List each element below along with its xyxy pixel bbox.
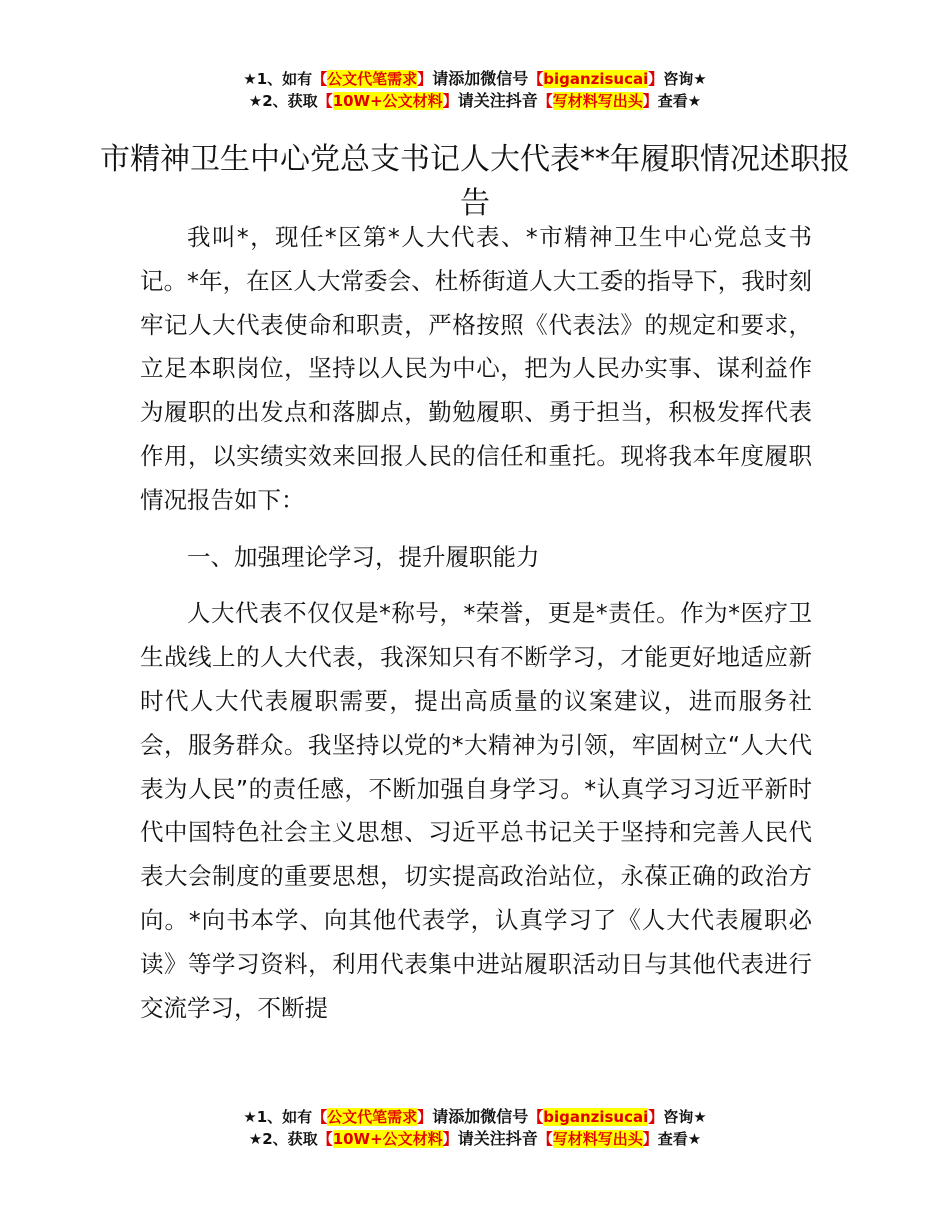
section-heading-1: 一、加强理论学习，提升履职能力: [187, 542, 540, 571]
promo-bracket: 【: [528, 1108, 544, 1126]
promo-header: [0, 68, 950, 112]
document-title: 市精神卫生中心党总支书记人大代表**年履职情况述职报告: [100, 142, 850, 222]
promo-bracket: 【: [537, 1130, 553, 1148]
promo-line-1: [0, 68, 950, 90]
promo-line-2-middle: 请关注抖音: [457, 1129, 538, 1148]
promo-bracket: 【: [537, 92, 553, 110]
promo-bracket: 【: [317, 1130, 333, 1148]
promo-highlight-materials: 10W+公文材料: [332, 92, 443, 110]
promo-line-1-prefix: ★1、如有: [243, 70, 313, 88]
promo-line-1-middle: 请添加微信号: [432, 1107, 529, 1126]
promo-bracket: 】: [648, 70, 664, 88]
document-body: [140, 216, 812, 1043]
promo-highlight-wechat: biganzisucai: [543, 70, 649, 88]
promo-highlight-wechat: biganzisucai: [543, 1108, 649, 1126]
promo-bracket: 】: [642, 1130, 658, 1148]
promo-line-1: [0, 1106, 950, 1128]
paragraph-intro: 我叫*，现任*区第*人大代表、*市精神卫生中心党总支书记。*年，在区人大常委会、杜桥街道人大工委的指导下，我时刻牢记人大代表使命和职责，严格按照《代表法》的规定和要求，立足本职岗位，坚持以人民为中心，把为人民办实事、谋利益作为履职的出发点和落脚点，勤勉履职、勇于担当，积极发挥代表作用，以实绩实效来回报人民的信任和重托。现将我本年度履职情况报告如下：: [140, 223, 812, 514]
promo-line-2-suffix: 查看★: [657, 92, 702, 110]
promo-line-1-middle: 请添加微信号: [432, 69, 529, 88]
promo-bracket: 【: [317, 92, 333, 110]
promo-bracket: 】: [417, 70, 433, 88]
promo-highlight-service: 公文代笔需求: [327, 1108, 418, 1126]
promo-line-1-prefix: ★1、如有: [243, 1108, 313, 1126]
promo-highlight-douyin: 写材料写出头: [552, 92, 643, 110]
promo-highlight-service: 公文代笔需求: [327, 70, 418, 88]
promo-bracket: 【: [312, 1108, 328, 1126]
promo-line-2: [0, 1128, 950, 1150]
promo-bracket: 】: [442, 92, 458, 110]
promo-line-1-suffix: 咨询★: [663, 70, 707, 88]
promo-bracket: 】: [417, 1108, 433, 1126]
promo-bracket: 】: [442, 1130, 458, 1148]
promo-bracket: 】: [648, 1108, 664, 1126]
promo-bracket: 【: [312, 70, 328, 88]
promo-bracket: 】: [642, 92, 658, 110]
paragraph-section-1: 人大代表不仅仅是*称号，*荣誉，更是*责任。作为*医疗卫生战线上的人大代表，我深知只有不断学习，才能更好地适应新时代人大代表履职需要，提出高质量的议案建议，进而服务社会，服务群众。我坚持以党的*大精神为引领，牢固树立“人大代表为人民”的责任感，不断加强自身学习。*认真学习习近平新时代中国特色社会主义思想、习近平总书记关于坚持和完善人民代表大会制度的重要思想，切实提高政治站位，永葆正确的政治方向。*向书本学、向其他代表学，认真学习了《人大代表履职必读》等学习资料，利用代表集中进站履职活动日与其他代表进行交流学习，不断提: [140, 599, 812, 1022]
promo-line-1-suffix: 咨询★: [663, 1108, 707, 1126]
promo-line-2-suffix: 查看★: [657, 1130, 702, 1148]
promo-highlight-materials: 10W+公文材料: [332, 1130, 443, 1148]
promo-line-2-prefix: ★2、获取: [248, 92, 318, 110]
promo-line-2: [0, 90, 950, 112]
promo-bracket: 【: [528, 70, 544, 88]
promo-line-2-middle: 请关注抖音: [457, 91, 538, 110]
promo-line-2-prefix: ★2、获取: [248, 1130, 318, 1148]
promo-footer: [0, 1106, 950, 1150]
promo-highlight-douyin: 写材料写出头: [552, 1130, 643, 1148]
